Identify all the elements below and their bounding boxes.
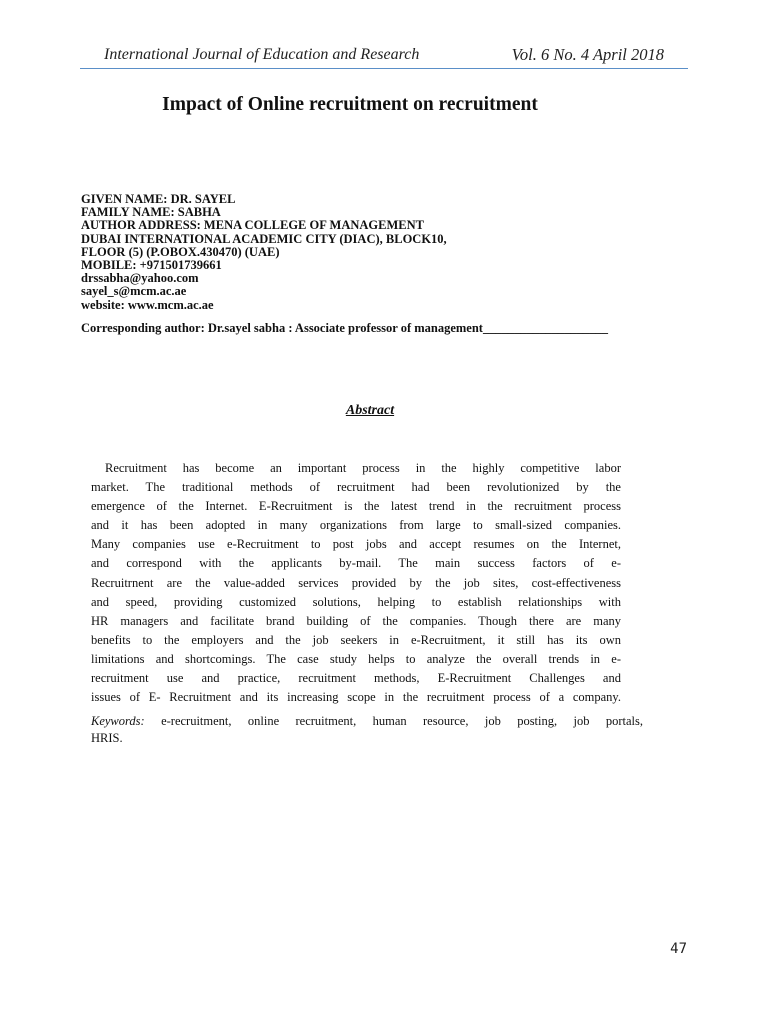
abstract-line: HR managers and facilitate brand building of the companies. Though there are many [91, 613, 621, 628]
abstract-line: issues of E- Recruitment and its increasing scope in the recruitment process of a company. [91, 690, 621, 705]
corresponding-author: Corresponding author: Dr.sayel sabha : Associate professor of management____________________ [81, 321, 608, 335]
author-email-1: drssabha@yahoo.com [81, 271, 199, 286]
abstract-line: Recruitrnent are the value-added services provided by the job sites, cost-effectiveness [91, 575, 621, 590]
page-number: 47 [670, 941, 687, 957]
abstract-line: benefits to the employers and the job seekers in e-Recruitment, it still has its own [91, 632, 621, 647]
abstract-line: limitations and shortcomings. The case study helps to analyze the overall trends in e- [91, 651, 621, 666]
keywords [91, 713, 643, 747]
abstract-line: and correspond with the applicants by-mail. The main success factors of e- [91, 556, 621, 571]
journal-volume: Vol. 6 No. 4 April 2018 [511, 45, 664, 64]
abstract-line: Many companies use e-Recruitment to post jobs and accept resumes on the Internet, [91, 537, 621, 552]
running-header [80, 44, 688, 69]
abstract-heading: Abstract [345, 403, 395, 418]
journal-name: International Journal of Education and Research [104, 46, 420, 63]
author-given-name: GIVEN NAME: DR. SAYEL [81, 192, 236, 206]
author-address: AUTHOR ADDRESS: MENA COLLEGE OF MANAGEMENT [81, 218, 424, 233]
abstract-line: and speed, providing customized solutions, helping to establish relationships with [91, 594, 621, 609]
author-website: website: www.mcm.ac.ae [81, 297, 214, 312]
author-address-line-3: FLOOR (5) (P.OBOX.430470) (UAE) [81, 244, 280, 259]
abstract-line: market. The traditional methods of recruitment had been revolutionized by the [91, 480, 621, 495]
abstract-line: emergence of the Internet. E-Recruitment is the latest trend in the recruitment process [91, 499, 621, 514]
paper-title: Impact of Online recruitment on recruitment [162, 94, 538, 115]
keywords-line [91, 713, 643, 730]
keywords-line-2: HRIS. [91, 731, 123, 745]
keywords-text: e-recruitment, online recruitment, human resource, job posting, job portals, [161, 714, 643, 728]
abstract-line: and it has been adopted in many organizations from large to small-sized companies. [91, 518, 621, 533]
keywords-label: Keywords: [91, 714, 145, 728]
abstract-line: recruitment use and practice, recruitment methods, E-Recruitment Challenges and [91, 671, 621, 686]
author-mobile: MOBILE: +971501739661 [81, 258, 222, 273]
author-block [81, 193, 447, 312]
abstract-line: Recruitment has become an important process in the highly competitive labor [105, 461, 621, 475]
abstract-body [91, 459, 621, 707]
author-address-line-2: DUBAI INTERNATIONAL ACADEMIC CITY (DIAC), BLOCK10, [81, 231, 447, 246]
author-family-name: FAMILY NAME: SABHA [81, 205, 221, 220]
author-email-2: sayel_s@mcm.ac.ae [81, 284, 187, 299]
